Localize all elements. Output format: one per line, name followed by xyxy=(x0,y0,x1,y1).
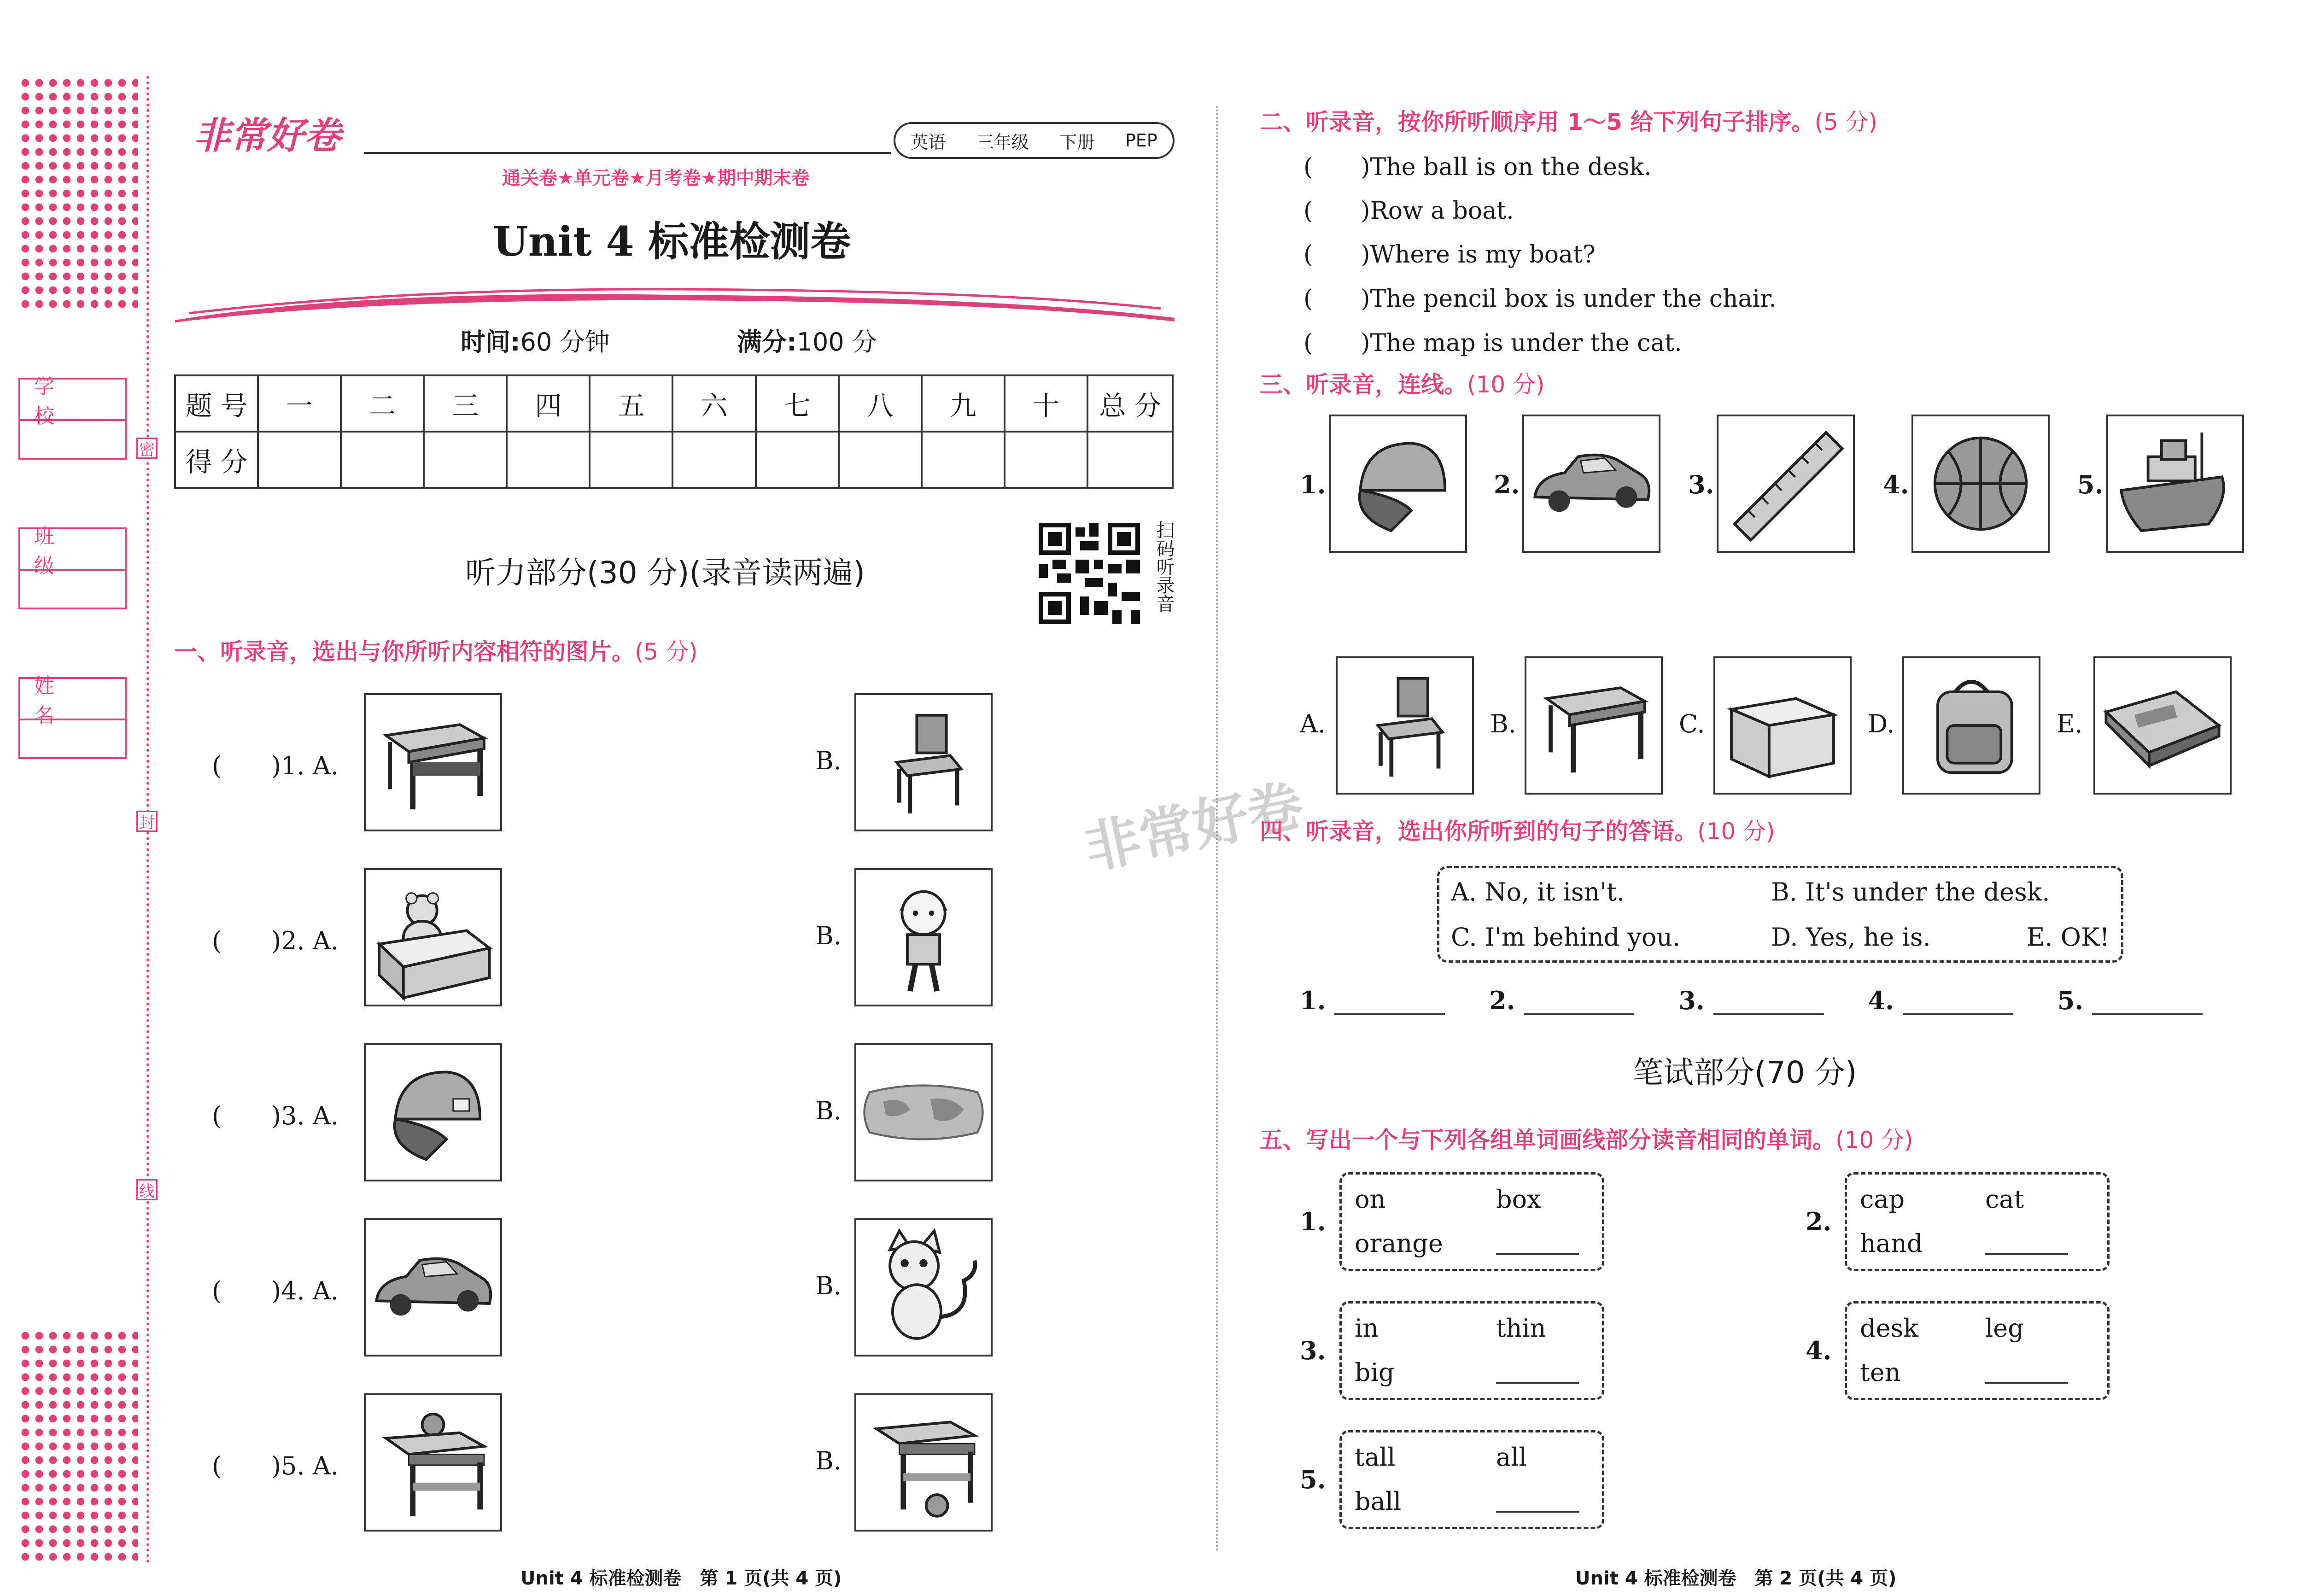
answer-blank-3[interactable]: 3. xyxy=(1678,986,1824,1015)
match-letter-d: D. xyxy=(1868,709,1895,738)
margin-dots-top xyxy=(18,76,138,309)
tag-edition: PEP xyxy=(1125,130,1157,151)
time-label: 时间: xyxy=(461,327,520,357)
brand-underline xyxy=(364,152,891,154)
q3-b-map-picture[interactable] xyxy=(854,1043,993,1181)
match-num-4: 4. xyxy=(1883,470,1909,499)
exam-time xyxy=(461,322,610,358)
q3-label[interactable]: ( )3. A. xyxy=(212,1101,339,1130)
score-cell[interactable] xyxy=(922,432,1005,488)
word: box xyxy=(1496,1185,1541,1214)
word-blank-1[interactable] xyxy=(1496,1253,1579,1255)
q5-label[interactable]: ( )5. A. xyxy=(212,1451,339,1480)
header-cell: 总 分 xyxy=(1087,375,1173,432)
answer-blank-5[interactable]: 5. xyxy=(2058,986,2203,1015)
q2-label[interactable]: ( )2. A. xyxy=(212,926,339,955)
match-b-desk-picture[interactable] xyxy=(1525,656,1663,795)
q4-b-label: B. xyxy=(815,1271,842,1300)
match-5-boat-picture[interactable] xyxy=(2106,415,2244,553)
header-cell: 七 xyxy=(756,375,839,432)
score-cell[interactable] xyxy=(341,432,424,488)
word: on xyxy=(1355,1185,1386,1214)
answer-blanks-row xyxy=(1300,986,2203,1015)
header-cell: 五 xyxy=(590,375,672,432)
answer-blank-4[interactable]: 4. xyxy=(1868,986,2013,1015)
q4-a-car-picture[interactable] xyxy=(364,1218,502,1356)
group-num-5: 5. xyxy=(1300,1465,1326,1494)
score-cell[interactable] xyxy=(258,432,341,488)
class-box xyxy=(18,527,127,609)
qr-caption: 扫码听录音 xyxy=(1153,520,1175,613)
match-3-ruler-picture[interactable] xyxy=(1717,415,1855,553)
group-num-3: 3. xyxy=(1300,1336,1326,1365)
header-tags xyxy=(894,122,1175,159)
word: leg xyxy=(1985,1314,2024,1343)
word: in xyxy=(1355,1314,1379,1343)
brand-logo: 非常好卷 xyxy=(193,114,341,157)
section-1-title: 一、听录音，选出与你所听内容相符的图片。(5 分) xyxy=(174,638,698,665)
match-letter-a: A. xyxy=(1300,709,1326,738)
word-blank-3[interactable] xyxy=(1496,1382,1579,1384)
section-2-title: 二、听录音，按你所听顺序用 1～5 给下列句子排序。(5 分) xyxy=(1260,109,1878,135)
class-label: 班 级 xyxy=(20,529,125,571)
page-title: Unit 4 标准检测卷 xyxy=(493,217,851,265)
q3-b-label: B. xyxy=(815,1096,842,1125)
score-cell[interactable] xyxy=(756,432,839,488)
word-group-2 xyxy=(1845,1172,2110,1271)
written-title: 笔试部分(70 分) xyxy=(1633,1055,1857,1090)
word-group-1 xyxy=(1339,1172,1604,1271)
word-blank-4[interactable] xyxy=(1985,1382,2068,1384)
score-table xyxy=(174,374,1174,489)
footer-left: Unit 4 标准检测卷 第 1 页(共 4 页) xyxy=(520,1568,842,1589)
option-d: D. Yes, he is. xyxy=(1771,923,1931,952)
header-cell: 题 号 xyxy=(175,375,258,432)
word: ball xyxy=(1355,1487,1402,1516)
q1-b-chair-picture[interactable] xyxy=(854,693,993,831)
tag-subject: 英语 xyxy=(911,132,946,152)
answer-blank-1[interactable]: 1. xyxy=(1300,986,1445,1015)
score-cell[interactable] xyxy=(507,432,590,488)
match-letter-e: E. xyxy=(2057,709,2083,738)
match-2-car-picture[interactable] xyxy=(1522,415,1660,553)
section-3-title: 三、听录音，连线。(10 分) xyxy=(1260,371,1545,398)
sentence-2[interactable]: ( )Row a boat. xyxy=(1303,197,1514,225)
margin-dots-bottom xyxy=(18,1329,138,1561)
match-d-schoolbag-picture[interactable] xyxy=(1902,656,2040,795)
sentence-5[interactable]: ( )The map is under the cat. xyxy=(1303,329,1682,357)
option-a: A. No, it isn't. xyxy=(1451,877,1625,906)
option-c: C. I'm behind you. xyxy=(1451,923,1681,952)
match-num-1: 1. xyxy=(1300,470,1326,499)
sentence-1[interactable]: ( )The ball is on the desk. xyxy=(1303,153,1652,181)
match-1-cap-picture[interactable] xyxy=(1329,415,1467,553)
header-cell: 六 xyxy=(672,375,755,432)
score-cell[interactable] xyxy=(1005,432,1087,488)
match-num-5: 5. xyxy=(2077,470,2104,499)
q2-a-toybox-picture[interactable] xyxy=(364,868,502,1006)
full-label: 满分: xyxy=(737,327,797,357)
listening-title: 听力部分(30 分)(录音读两遍) xyxy=(465,555,865,590)
score-row-head: 得 分 xyxy=(175,432,258,488)
word: cat xyxy=(1985,1185,2024,1214)
match-e-pencilbox-picture[interactable] xyxy=(2093,656,2232,795)
word: tall xyxy=(1355,1443,1396,1472)
match-4-basketball-picture[interactable] xyxy=(1911,415,2050,553)
q5-b-label: B. xyxy=(815,1446,842,1475)
word-group-5 xyxy=(1339,1430,1604,1529)
header-cell: 二 xyxy=(341,375,424,432)
tag-grade: 三年级 xyxy=(976,132,1029,152)
word-group-3 xyxy=(1339,1301,1604,1400)
header-cell: 十 xyxy=(1005,375,1087,432)
q3-a-cap-picture[interactable] xyxy=(364,1043,502,1181)
score-table-score-row xyxy=(175,432,1173,488)
match-a-chair-picture[interactable] xyxy=(1336,656,1474,795)
group-num-1: 1. xyxy=(1300,1207,1326,1236)
header-cell: 九 xyxy=(922,375,1005,432)
score-table-header-row xyxy=(175,375,1173,432)
q4-b-cat-picture[interactable] xyxy=(854,1218,993,1356)
q1-a-desk-picture[interactable] xyxy=(364,693,502,831)
word-blank-2[interactable] xyxy=(1985,1253,2068,1255)
match-num-2: 2. xyxy=(1494,470,1520,499)
q2-b-label: B. xyxy=(815,921,842,950)
score-cell[interactable] xyxy=(1087,432,1173,488)
score-cell[interactable] xyxy=(590,432,672,488)
section-4-title: 四、听录音，选出你所听到的句子的答语。(10 分) xyxy=(1260,818,1775,845)
word: orange xyxy=(1355,1229,1443,1258)
group-num-4: 4. xyxy=(1806,1336,1832,1365)
school-box xyxy=(18,375,127,460)
header-cell: 八 xyxy=(839,375,922,432)
word-blank-5[interactable] xyxy=(1496,1511,1579,1513)
word: hand xyxy=(1860,1229,1923,1258)
word: desk xyxy=(1860,1314,1918,1343)
header-cell: 四 xyxy=(507,375,590,432)
title-swoosh xyxy=(175,286,1175,325)
name-box xyxy=(18,674,127,759)
answer-blank-2[interactable]: 2. xyxy=(1489,986,1634,1015)
match-letter-c: C. xyxy=(1679,709,1705,738)
name-label: 姓 名 xyxy=(20,679,125,720)
answer-options-box xyxy=(1437,866,2123,963)
q5-b-ball-under-desk-picture[interactable] xyxy=(854,1393,993,1532)
sentence-3[interactable]: ( )Where is my boat? xyxy=(1303,241,1596,269)
word: all xyxy=(1496,1443,1527,1472)
tag-volume: 下册 xyxy=(1059,132,1095,152)
word: cap xyxy=(1860,1185,1905,1214)
qr-code-icon[interactable] xyxy=(1039,523,1140,624)
q4-label[interactable]: ( )4. A. xyxy=(212,1276,339,1305)
seal-char-feng: 封 xyxy=(136,811,158,832)
seal-char-mi: 密 xyxy=(136,438,158,459)
score-cell[interactable] xyxy=(424,432,507,488)
header-cell: 一 xyxy=(258,375,341,432)
exam-fullscore xyxy=(737,322,877,358)
school-label: 学 校 xyxy=(20,380,125,421)
series-line: 通关卷★单元卷★月考卷★期中期末卷 xyxy=(502,168,810,189)
q2-b-boy-picture[interactable] xyxy=(854,868,993,1006)
q1-b-label: B. xyxy=(815,746,842,775)
score-cell[interactable] xyxy=(839,432,922,488)
group-num-2: 2. xyxy=(1806,1207,1832,1236)
match-c-box-picture[interactable] xyxy=(1713,656,1852,795)
time-value: 60 分钟 xyxy=(520,327,610,357)
match-num-3: 3. xyxy=(1688,470,1714,499)
header-cell: 三 xyxy=(424,375,507,432)
word: big xyxy=(1355,1358,1395,1387)
word: thin xyxy=(1496,1314,1546,1343)
option-e: E. OK! xyxy=(2027,923,2110,952)
word: ten xyxy=(1860,1358,1901,1387)
footer-right: Unit 4 标准检测卷 第 2 页(共 4 页) xyxy=(1575,1568,1897,1589)
q5-a-ball-on-desk-picture[interactable] xyxy=(364,1393,502,1532)
match-letter-b: B. xyxy=(1490,709,1516,738)
q1-label[interactable]: ( )1. A. xyxy=(212,751,339,780)
word-group-4 xyxy=(1845,1301,2110,1400)
sentence-4[interactable]: ( )The pencil box is under the chair. xyxy=(1303,285,1777,313)
seal-char-xian: 线 xyxy=(136,1179,158,1200)
score-cell[interactable] xyxy=(672,432,755,488)
watermark: 非常好卷 xyxy=(1079,773,1309,882)
option-b: B. It's under the desk. xyxy=(1771,877,2050,906)
section-5-title: 五、写出一个与下列各组单词画线部分读音相同的单词。(10 分) xyxy=(1260,1127,1913,1153)
full-value: 100 分 xyxy=(796,327,877,357)
